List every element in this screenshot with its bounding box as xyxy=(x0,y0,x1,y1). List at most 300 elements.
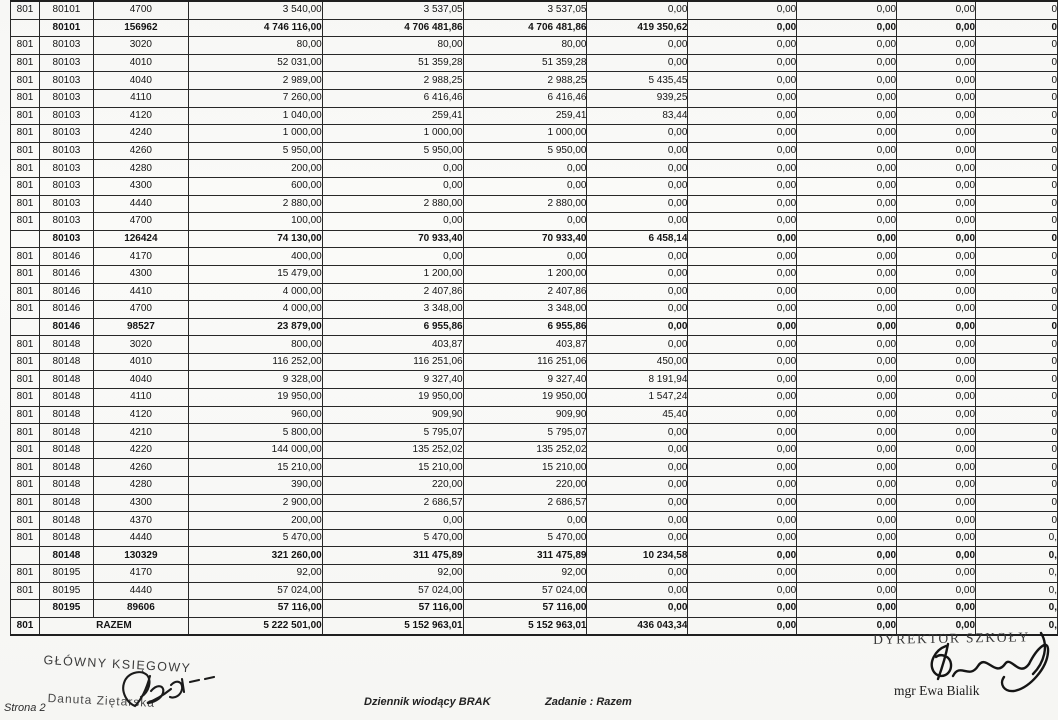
table-cell: 0,00 xyxy=(797,54,897,72)
table-cell: 0,00 xyxy=(688,565,797,583)
table-cell: 98527 xyxy=(93,318,188,336)
table-cell: 4 000,00 xyxy=(188,301,322,319)
table-cell: 4010 xyxy=(93,54,188,72)
table-cell: 9 328,00 xyxy=(188,371,322,389)
table-cell: 0,00 xyxy=(322,213,463,231)
table-cell: 801 xyxy=(11,424,40,442)
table-row xyxy=(11,37,1058,55)
table-cell: 0,00 xyxy=(797,529,897,547)
table-row xyxy=(11,389,1058,407)
table-cell: 0,00 xyxy=(688,283,797,301)
table-row xyxy=(11,72,1058,90)
table-cell: 0,00 xyxy=(463,177,587,195)
table-cell: 0,00 xyxy=(897,265,976,283)
table-cell: 89606 xyxy=(93,600,188,618)
table-cell: 4170 xyxy=(93,565,188,583)
table-cell: 0,00 xyxy=(797,617,897,635)
table-cell: 0,00 xyxy=(688,582,797,600)
table-cell: 5 470,00 xyxy=(463,529,587,547)
table-cell-clipped: 0 xyxy=(976,353,1058,371)
table-cell: 403,87 xyxy=(463,336,587,354)
table-cell-clipped: 0 xyxy=(976,37,1058,55)
table-cell: 0,00 xyxy=(688,529,797,547)
table-cell: 5 152 963,01 xyxy=(463,617,587,635)
table-row xyxy=(11,459,1058,477)
table-cell-clipped: 0 xyxy=(976,389,1058,407)
table-cell: 51 359,28 xyxy=(322,54,463,72)
table-cell: 0,00 xyxy=(587,125,688,143)
table-cell: 4370 xyxy=(93,512,188,530)
table-cell: 45,40 xyxy=(587,406,688,424)
table-cell: 3020 xyxy=(93,336,188,354)
table-row xyxy=(11,195,1058,213)
table-cell: 220,00 xyxy=(463,477,587,495)
table-cell: 92,00 xyxy=(188,565,322,583)
table-cell: 4 706 481,86 xyxy=(463,19,587,37)
table-cell: 0,00 xyxy=(797,389,897,407)
table-cell: 92,00 xyxy=(463,565,587,583)
table-cell: 80148 xyxy=(39,441,93,459)
table-cell: 4700 xyxy=(93,213,188,231)
table-cell: 0,00 xyxy=(587,424,688,442)
table-row xyxy=(11,54,1058,72)
table-cell: 80148 xyxy=(39,371,93,389)
school-director-title: DYREKTOR SZKOŁY xyxy=(873,629,1031,647)
table-cell: 0,00 xyxy=(897,125,976,143)
table-cell: 116 251,06 xyxy=(322,353,463,371)
table-cell: 2 686,57 xyxy=(322,494,463,512)
table-cell: 15 210,00 xyxy=(322,459,463,477)
table-cell: 0,00 xyxy=(797,283,897,301)
table-cell: 156962 xyxy=(93,19,188,37)
table-cell: 0,00 xyxy=(797,89,897,107)
table-cell-clipped: 0 xyxy=(976,107,1058,125)
table-cell: 0,00 xyxy=(797,37,897,55)
table-cell: 0,00 xyxy=(587,582,688,600)
table-cell: 80148 xyxy=(39,494,93,512)
table-cell: 1 000,00 xyxy=(463,125,587,143)
table-cell: 220,00 xyxy=(322,477,463,495)
table-cell: 0,00 xyxy=(688,142,797,160)
table-cell: 4700 xyxy=(93,301,188,319)
table-cell: 83,44 xyxy=(587,107,688,125)
table-cell: 0,00 xyxy=(587,477,688,495)
table-cell: 0,00 xyxy=(797,441,897,459)
table-cell: 801 xyxy=(11,459,40,477)
table-cell: 801 xyxy=(11,565,40,583)
budget-table xyxy=(10,0,1058,636)
table-cell-clipped: 0 xyxy=(976,1,1058,19)
table-cell: 1 040,00 xyxy=(188,107,322,125)
table-row xyxy=(11,213,1058,231)
table-cell: 0,00 xyxy=(897,177,976,195)
table-cell: 200,00 xyxy=(188,160,322,178)
table-cell: 801 xyxy=(11,477,40,495)
table-cell: 0,00 xyxy=(587,195,688,213)
table-cell: 0,00 xyxy=(897,582,976,600)
table-cell: 4170 xyxy=(93,248,188,266)
table-cell: 801 xyxy=(11,37,40,55)
chief-accountant-name: Danuta Ziętarska xyxy=(47,691,156,710)
table-cell: 70 933,40 xyxy=(322,230,463,248)
table-cell: 80146 xyxy=(39,265,93,283)
table-cell: 2 407,86 xyxy=(463,283,587,301)
table-cell: 0,00 xyxy=(322,248,463,266)
subtotal-row xyxy=(11,318,1058,336)
table-cell: 0,00 xyxy=(797,177,897,195)
table-cell-clipped: 0 xyxy=(976,265,1058,283)
table-cell: 0,00 xyxy=(797,107,897,125)
table-cell: 19 950,00 xyxy=(188,389,322,407)
table-cell-clipped: 0 xyxy=(976,160,1058,178)
table-cell-clipped: 0 xyxy=(976,318,1058,336)
table-row xyxy=(11,336,1058,354)
table-cell: 5 435,45 xyxy=(587,72,688,90)
table-cell: 0,00 xyxy=(688,600,797,618)
table-cell: 0,00 xyxy=(797,371,897,389)
table-cell-clipped: 0 xyxy=(976,477,1058,495)
table-row xyxy=(11,1,1058,19)
table-cell xyxy=(11,318,40,336)
table-cell: 3020 xyxy=(93,37,188,55)
table-cell: 0,00 xyxy=(897,494,976,512)
table-cell: 801 xyxy=(11,529,40,547)
table-cell: 4260 xyxy=(93,142,188,160)
table-cell-clipped: 0 xyxy=(976,371,1058,389)
table-cell-clipped: 0 xyxy=(976,301,1058,319)
table-cell: 909,90 xyxy=(322,406,463,424)
table-cell: 0,00 xyxy=(587,248,688,266)
table-cell: 0,00 xyxy=(797,265,897,283)
table-cell: 801 xyxy=(11,125,40,143)
table-cell: 0,00 xyxy=(797,248,897,266)
table-cell: 5 950,00 xyxy=(322,142,463,160)
task-label: Zadanie : Razem xyxy=(545,696,632,708)
table-cell: 450,00 xyxy=(587,353,688,371)
table-cell: 419 350,62 xyxy=(587,19,688,37)
table-cell: 0,00 xyxy=(897,441,976,459)
table-cell: 3 540,00 xyxy=(188,1,322,19)
table-cell: 0,00 xyxy=(688,406,797,424)
table-cell: 80146 xyxy=(39,301,93,319)
table-cell: 1 000,00 xyxy=(322,125,463,143)
table-cell: 0,00 xyxy=(897,1,976,19)
table-cell: 801 xyxy=(11,371,40,389)
table-cell: 0,00 xyxy=(897,529,976,547)
table-cell: 0,00 xyxy=(587,600,688,618)
table-cell-clipped: 0 xyxy=(976,441,1058,459)
table-cell-clipped: 0 xyxy=(976,142,1058,160)
table-cell: 801 xyxy=(11,195,40,213)
table-cell: 0,00 xyxy=(688,19,797,37)
table-cell: 5 152 963,01 xyxy=(322,617,463,635)
table-cell: 0,00 xyxy=(688,72,797,90)
table-cell: 6 416,46 xyxy=(322,89,463,107)
table-cell: 2 880,00 xyxy=(463,195,587,213)
table-cell-clipped: 0 xyxy=(976,336,1058,354)
table-cell: 801 xyxy=(11,142,40,160)
table-row xyxy=(11,582,1058,600)
table-cell: 57 116,00 xyxy=(322,600,463,618)
table-cell: 0,00 xyxy=(897,195,976,213)
table-cell: 0,00 xyxy=(797,582,897,600)
table-cell: 4410 xyxy=(93,283,188,301)
table-cell: 0,00 xyxy=(797,494,897,512)
table-cell: 0,00 xyxy=(688,371,797,389)
table-cell-clipped: 0 xyxy=(976,89,1058,107)
table-cell: 80148 xyxy=(39,424,93,442)
table-row xyxy=(11,177,1058,195)
table-cell: 0,00 xyxy=(688,512,797,530)
table-cell: 0,00 xyxy=(322,177,463,195)
table-cell: 0,00 xyxy=(897,142,976,160)
table-cell: 2 880,00 xyxy=(322,195,463,213)
table-cell: 4440 xyxy=(93,582,188,600)
table-cell: 57 116,00 xyxy=(463,600,587,618)
table-cell: 4120 xyxy=(93,406,188,424)
table-row xyxy=(11,494,1058,512)
table-cell: 74 130,00 xyxy=(188,230,322,248)
table-cell: 0,00 xyxy=(587,441,688,459)
table-cell: 0,00 xyxy=(897,213,976,231)
table-cell: 0,00 xyxy=(587,512,688,530)
table-cell-clipped: 0 xyxy=(976,177,1058,195)
table-cell: 5 950,00 xyxy=(188,142,322,160)
table-cell: 4280 xyxy=(93,477,188,495)
table-cell: 4 746 116,00 xyxy=(188,19,322,37)
table-cell: 80103 xyxy=(39,230,93,248)
table-cell: 0,00 xyxy=(688,353,797,371)
table-cell-clipped: 0 xyxy=(976,406,1058,424)
table-cell: 80195 xyxy=(39,582,93,600)
table-row xyxy=(11,565,1058,583)
table-cell: 2 989,00 xyxy=(188,72,322,90)
table-cell: 0,00 xyxy=(587,318,688,336)
table-cell: 311 475,89 xyxy=(322,547,463,565)
table-row xyxy=(11,512,1058,530)
table-cell: 0,00 xyxy=(797,353,897,371)
table-cell: 0,00 xyxy=(797,19,897,37)
table-cell: 801 xyxy=(11,494,40,512)
table-cell: 0,00 xyxy=(688,107,797,125)
table-cell: 0,00 xyxy=(897,512,976,530)
table-cell: 80,00 xyxy=(463,37,587,55)
table-cell: 57 116,00 xyxy=(188,600,322,618)
table-cell: 0,00 xyxy=(897,600,976,618)
table-row xyxy=(11,353,1058,371)
table-cell: 0,00 xyxy=(897,230,976,248)
table-cell: 801 xyxy=(11,213,40,231)
table-cell: 0,00 xyxy=(587,283,688,301)
table-cell: 4300 xyxy=(93,177,188,195)
table-cell-clipped: 0, xyxy=(976,529,1058,547)
table-cell: 80103 xyxy=(39,54,93,72)
table-cell: 0,00 xyxy=(322,160,463,178)
table-cell: 600,00 xyxy=(188,177,322,195)
table-cell: 0,00 xyxy=(797,459,897,477)
table-cell: 4240 xyxy=(93,125,188,143)
table-cell: 80148 xyxy=(39,459,93,477)
table-cell: 0,00 xyxy=(797,72,897,90)
table-cell: 0,00 xyxy=(587,142,688,160)
subtotal-row xyxy=(11,600,1058,618)
table-cell: 4110 xyxy=(93,89,188,107)
table-cell: 259,41 xyxy=(322,107,463,125)
table-cell: 4260 xyxy=(93,459,188,477)
table-row xyxy=(11,441,1058,459)
table-cell: 801 xyxy=(11,107,40,125)
table-row xyxy=(11,371,1058,389)
table-cell: 801 xyxy=(11,72,40,90)
table-cell: 0,00 xyxy=(797,477,897,495)
table-cell: 80148 xyxy=(39,336,93,354)
table-cell: 0,00 xyxy=(897,318,976,336)
table-cell: 0,00 xyxy=(897,19,976,37)
table-cell-clipped: 0 xyxy=(976,195,1058,213)
school-director-name: mgr Ewa Bialik xyxy=(894,683,980,698)
table-cell: 80146 xyxy=(39,318,93,336)
table-cell: 0,00 xyxy=(897,617,976,635)
table-cell: 5 222 501,00 xyxy=(188,617,322,635)
table-cell-clipped: 0 xyxy=(976,248,1058,266)
table-cell: 0,00 xyxy=(797,565,897,583)
table-cell: 80103 xyxy=(39,107,93,125)
table-cell: 6 955,86 xyxy=(322,318,463,336)
table-cell: 0,00 xyxy=(797,318,897,336)
table-cell: 116 251,06 xyxy=(463,353,587,371)
table-cell: 801 xyxy=(11,582,40,600)
table-cell: 4040 xyxy=(93,371,188,389)
table-row xyxy=(11,265,1058,283)
table-cell: 0,00 xyxy=(587,37,688,55)
table-cell: 0,00 xyxy=(897,477,976,495)
table-cell: 0,00 xyxy=(587,160,688,178)
table-cell: 0,00 xyxy=(587,494,688,512)
table-cell: 0,00 xyxy=(897,565,976,583)
table-cell-clipped: 0 xyxy=(976,230,1058,248)
table-cell: 436 043,34 xyxy=(587,617,688,635)
table-row xyxy=(11,424,1058,442)
table-cell: 52 031,00 xyxy=(188,54,322,72)
table-cell: 80148 xyxy=(39,529,93,547)
table-cell: 0,00 xyxy=(897,389,976,407)
table-cell-clipped: 0, xyxy=(976,565,1058,583)
table-cell: 321 260,00 xyxy=(188,547,322,565)
table-cell: 0,00 xyxy=(587,177,688,195)
table-cell: 5 800,00 xyxy=(188,424,322,442)
table-cell: 15 210,00 xyxy=(188,459,322,477)
table-cell: 0,00 xyxy=(897,89,976,107)
table-cell: 0,00 xyxy=(797,547,897,565)
table-cell: 100,00 xyxy=(188,213,322,231)
table-cell: 80195 xyxy=(39,565,93,583)
table-cell-clipped: 0, xyxy=(976,617,1058,635)
table-cell: 15 210,00 xyxy=(463,459,587,477)
table-cell: 6 955,86 xyxy=(463,318,587,336)
table-cell: 19 950,00 xyxy=(322,389,463,407)
table-cell: 4120 xyxy=(93,107,188,125)
table-row xyxy=(11,160,1058,178)
table-cell xyxy=(11,19,40,37)
table-cell: 801 xyxy=(11,406,40,424)
table-cell-clipped: 0, xyxy=(976,582,1058,600)
table-cell xyxy=(11,547,40,565)
table-cell: 0,00 xyxy=(797,406,897,424)
table-cell: 0,00 xyxy=(688,459,797,477)
table-cell: 4 706 481,86 xyxy=(322,19,463,37)
table-cell: 0,00 xyxy=(688,230,797,248)
table-cell: 4440 xyxy=(93,195,188,213)
journal-label: Dziennik wiodący BRAK xyxy=(364,696,491,708)
table-cell: 80146 xyxy=(39,283,93,301)
table-cell: 92,00 xyxy=(322,565,463,583)
table-cell: 939,25 xyxy=(587,89,688,107)
table-cell: 259,41 xyxy=(463,107,587,125)
table-cell: 403,87 xyxy=(322,336,463,354)
table-cell: 801 xyxy=(11,265,40,283)
table-cell: 0,00 xyxy=(688,160,797,178)
table-cell: 0,00 xyxy=(688,441,797,459)
table-cell xyxy=(11,600,40,618)
table-cell: 0,00 xyxy=(587,459,688,477)
table-cell: 2 686,57 xyxy=(463,494,587,512)
table-cell: 0,00 xyxy=(322,512,463,530)
table-cell: 80148 xyxy=(39,512,93,530)
table-cell: 7 260,00 xyxy=(188,89,322,107)
table-row xyxy=(11,477,1058,495)
table-cell: 57 024,00 xyxy=(463,582,587,600)
table-cell: 80,00 xyxy=(322,37,463,55)
table-cell: 801 xyxy=(11,283,40,301)
table-cell: 2 900,00 xyxy=(188,494,322,512)
table-cell: 800,00 xyxy=(188,336,322,354)
table-cell: 80103 xyxy=(39,160,93,178)
table-cell-clipped: 0 xyxy=(976,494,1058,512)
table-cell: 0,00 xyxy=(897,160,976,178)
table-cell: 80148 xyxy=(39,353,93,371)
table-cell: 80,00 xyxy=(188,37,322,55)
table-cell-clipped: 0 xyxy=(976,424,1058,442)
table-cell: 0,00 xyxy=(897,301,976,319)
table-cell: 0,00 xyxy=(797,424,897,442)
table-cell: 3 537,05 xyxy=(463,1,587,19)
table-cell-clipped: 0 xyxy=(976,213,1058,231)
table-cell-clipped: 0 xyxy=(976,72,1058,90)
table-cell: 23 879,00 xyxy=(188,318,322,336)
table-cell: 4440 xyxy=(93,529,188,547)
table-cell: 15 479,00 xyxy=(188,265,322,283)
table-cell: 80103 xyxy=(39,195,93,213)
table-cell: 0,00 xyxy=(688,54,797,72)
table-cell: 3 348,00 xyxy=(463,301,587,319)
table-cell: 801 xyxy=(11,248,40,266)
table-cell: 5 950,00 xyxy=(463,142,587,160)
table-cell: 801 xyxy=(11,441,40,459)
table-cell: 960,00 xyxy=(188,406,322,424)
table-cell: 0,00 xyxy=(688,424,797,442)
table-cell: 0,00 xyxy=(897,107,976,125)
table-cell: 126424 xyxy=(93,230,188,248)
table-cell: 19 950,00 xyxy=(463,389,587,407)
table-cell-clipped: 0 xyxy=(976,19,1058,37)
table-cell: 801 xyxy=(11,353,40,371)
subtotal-row xyxy=(11,19,1058,37)
table-cell: 80148 xyxy=(39,477,93,495)
table-cell: 5 795,07 xyxy=(322,424,463,442)
table-row xyxy=(11,125,1058,143)
table-cell: 5 470,00 xyxy=(188,529,322,547)
table-cell: 1 200,00 xyxy=(322,265,463,283)
